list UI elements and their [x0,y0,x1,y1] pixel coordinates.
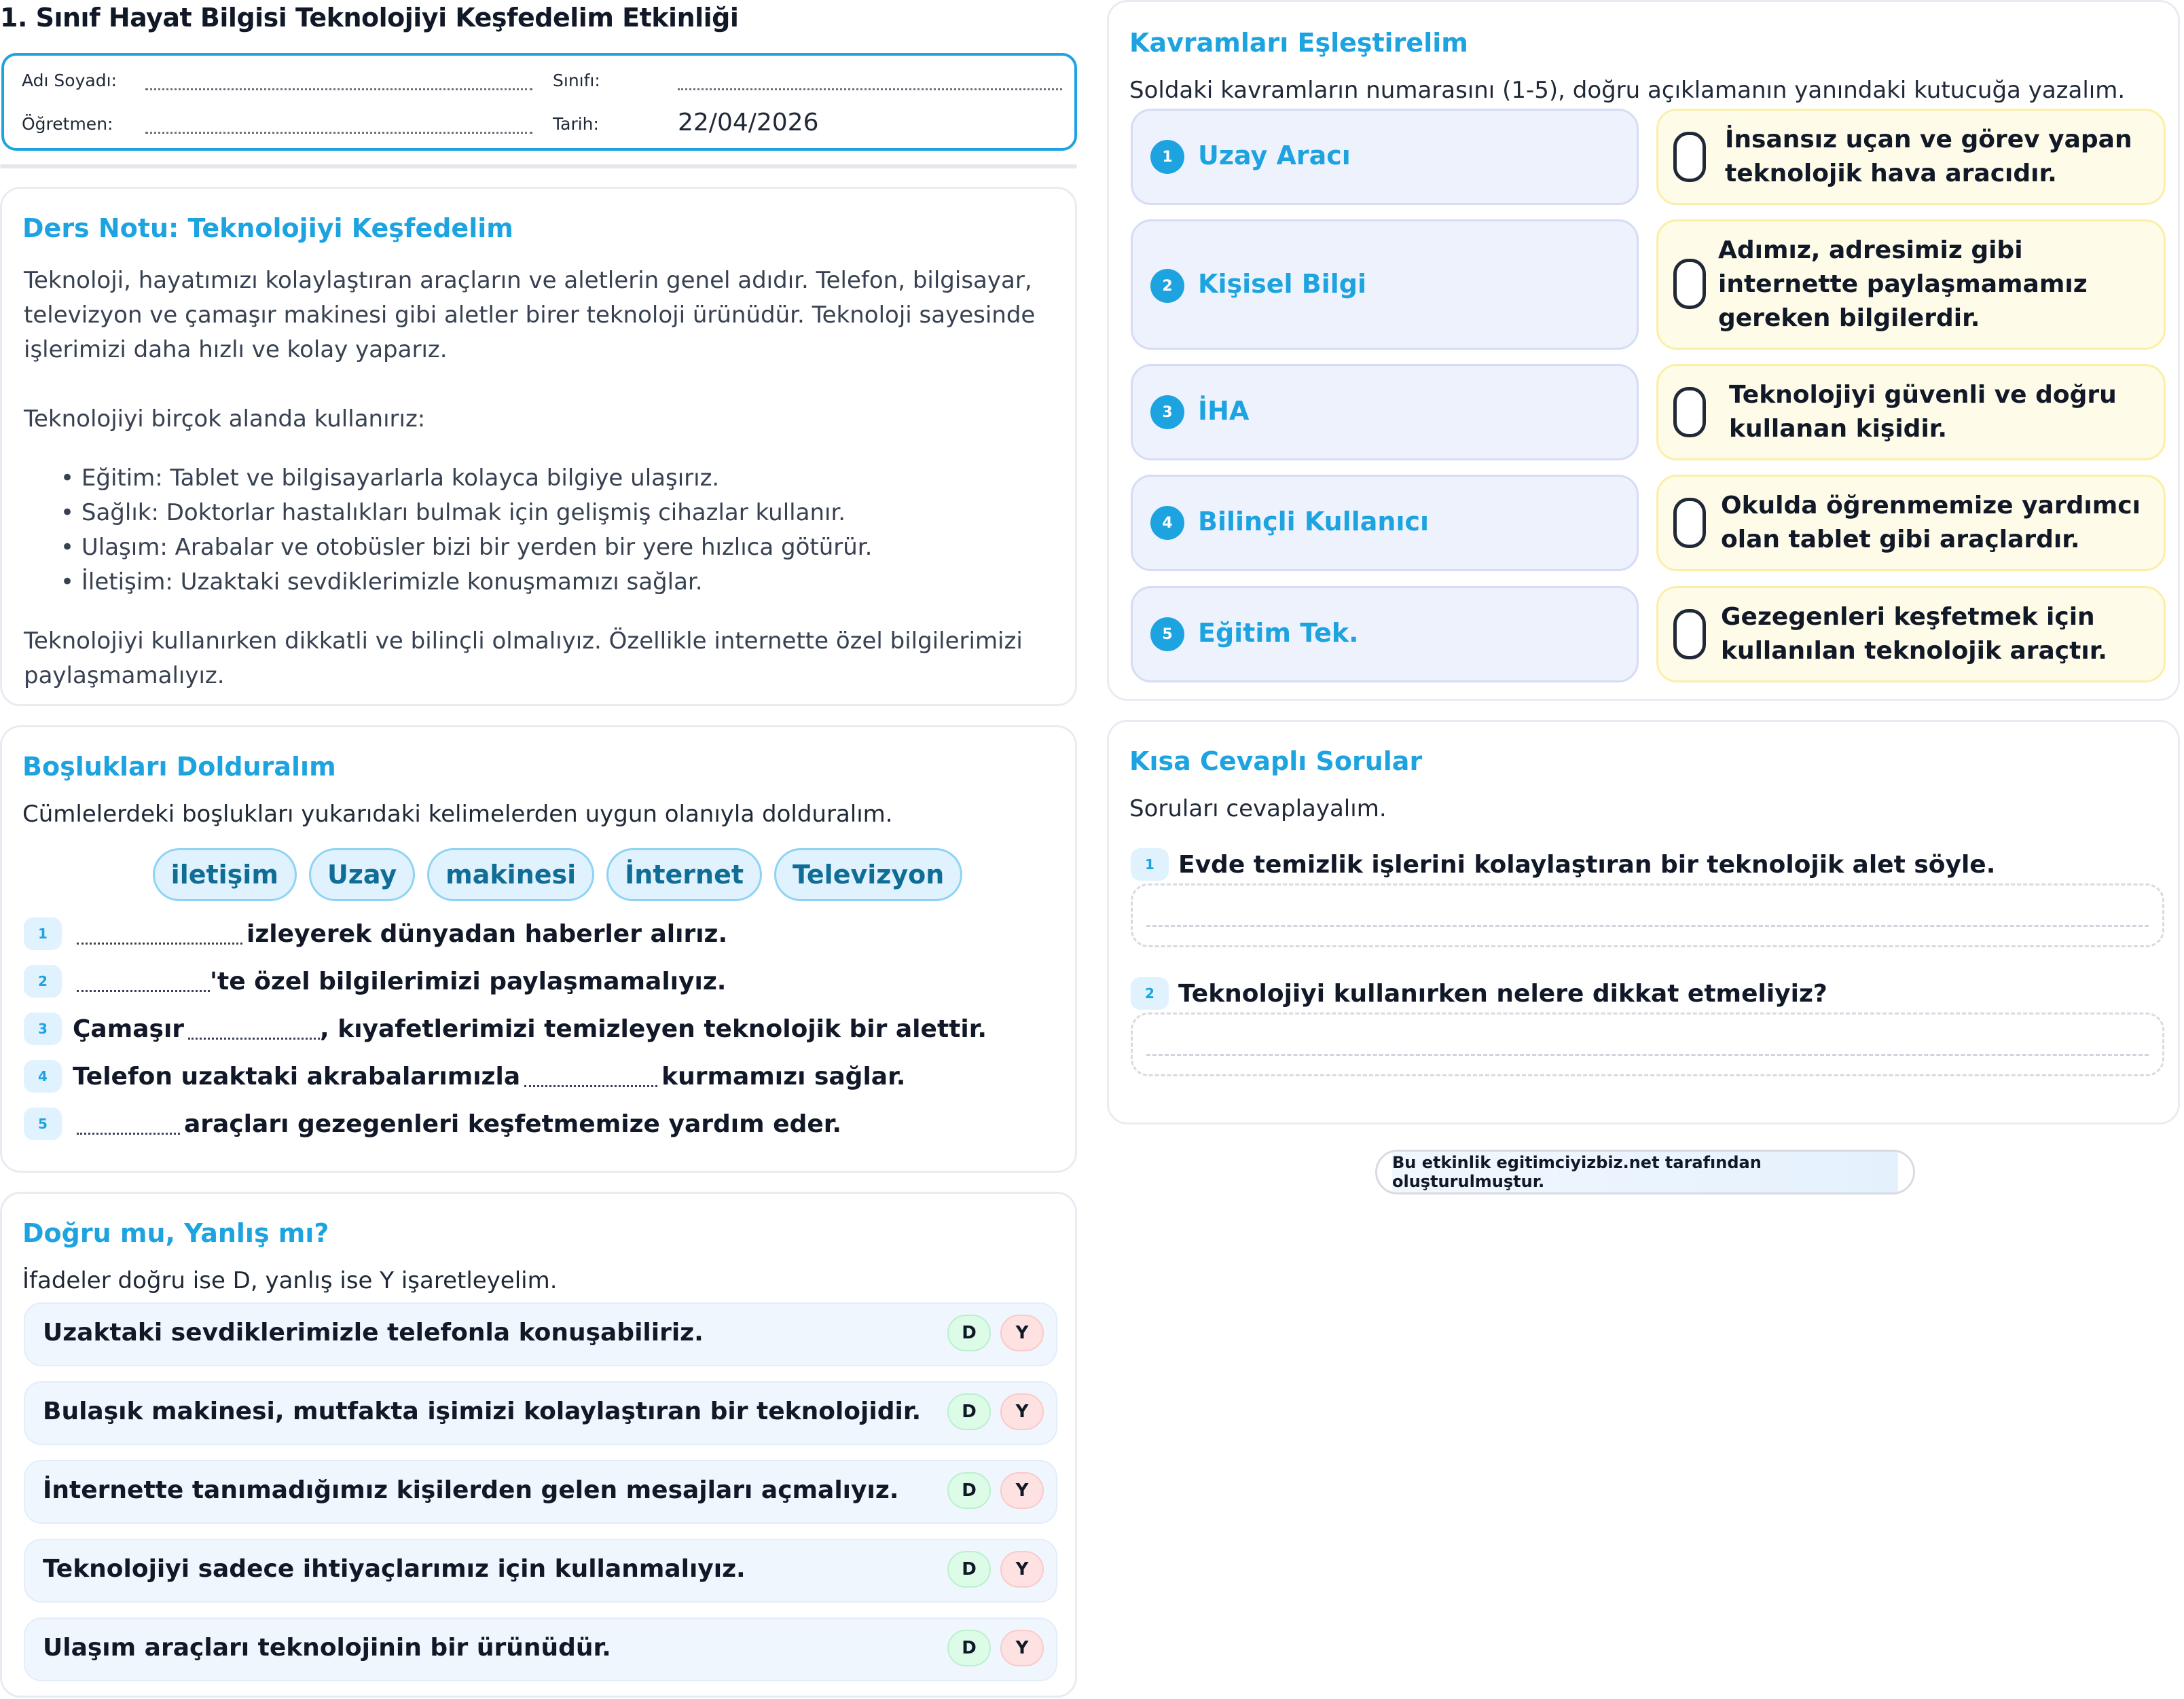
fill-blanks-card [0,725,1077,1173]
footer-text: Bu etkinlik egitimciyizbiz.net tarafından oluşturulmuştur. [1392,1152,1898,1192]
answer-line [1146,1054,2149,1056]
item-text-after: izleyerek dünyadan haberler alırız. [247,919,728,948]
statement-text: Ulaşım araçları teknolojinin bir ürünüdür. [43,1634,611,1662]
true-button[interactable]: D [947,1315,991,1351]
bullet-item: • Ulaşım: Arabalar ve otobüsler bizi bir yerden bir yere hızlıca götürür. [60,530,1042,565]
term-number: 2 [1150,269,1184,303]
word-bank [2,848,1079,901]
false-button[interactable]: Y [1000,1472,1044,1509]
true-button[interactable]: D [947,1551,991,1588]
answer-box[interactable] [1673,132,1706,182]
fill-blank-item [24,1012,987,1046]
matching-title: Kavramları Eşleştirelim [1129,28,1468,58]
separator [0,164,1077,168]
question-number: 2 [1131,977,1169,1010]
date-label: Tarih: [553,114,599,134]
info-row-top [22,71,1057,98]
term-label: Eğitim Tek. [1198,618,1359,648]
item-text-after: kurmamızı sağlar. [661,1062,906,1091]
true-false-item [24,1460,1057,1524]
true-button[interactable]: D [947,1630,991,1666]
info-row-bottom [22,109,1057,141]
blank-field[interactable] [188,1038,320,1040]
short-answer-card [1107,720,2180,1125]
answer-box[interactable] [1673,387,1706,437]
blank-field[interactable] [524,1085,657,1087]
date-value: 22/04/2026 [678,109,819,136]
student-info-box [1,53,1077,151]
lesson-note-body [24,263,1042,693]
fill-blank-item [24,917,727,951]
item-number: 3 [24,1012,62,1045]
page-title: 1. Sınıf Hayat Bilgisi Teknolojiyi Keşfedelim Etkinliği [0,3,739,33]
true-button[interactable]: D [947,1472,991,1509]
footer-credit [1375,1150,1915,1194]
short-answer-title: Kısa Cevaplı Sorular [1129,746,1423,776]
item-number: 4 [24,1060,62,1093]
description-text: Gezegenleri keşfetmek için kullanılan teknolojik araçtır. [1721,603,2107,665]
false-button[interactable]: Y [1000,1393,1044,1430]
match-description [1656,109,2166,205]
question [1131,848,1995,881]
fill-blanks-instruction: Cümlelerdeki boşlukları yukarıdaki kelimelerden uygun olanıyla dolduralım. [22,801,893,828]
statement-text: Uzaktaki sevdiklerimizle telefonla konuşabiliriz. [43,1319,704,1347]
true-false-item [24,1539,1057,1603]
word-chip[interactable]: Televizyon [774,848,962,901]
statement-text: Teknolojiyi sadece ihtiyaçlarımız için kullanmalıyız. [43,1555,746,1583]
false-button[interactable]: Y [1000,1551,1044,1588]
description-text: Teknolojiyi güvenli ve doğru kullanan kişidir. [1729,381,2117,443]
description-text: İnsansız uçan ve görev yapan teknolojik hava aracıdır. [1725,126,2132,187]
blank-field[interactable] [77,1133,180,1135]
match-description [1656,219,2166,350]
term-number: 5 [1150,617,1184,651]
answer-box[interactable] [1673,498,1706,548]
lesson-note-title: Ders Notu: Teknolojiyi Keşfedelim [22,213,513,243]
bullet-item: • İletişim: Uzaktaki sevdiklerimizle konuşmamızı sağlar. [60,565,1042,600]
matching-card [1107,0,2180,701]
lesson-paragraph-1: Teknoloji, hayatımızı kolaylaştıran araçların ve aletlerin genel adıdır. Telefon, bilgisayar, televizyon ve çamaşır makinesi gibi aletler birer teknoloji ürünüdür. Teknoloji sayesinde işlerimizi daha hızlı ve kolay yaparız. [24,267,1036,363]
match-description [1656,364,2166,460]
question-text: Teknolojiyi kullanırken nelere dikkat etmeliyiz? [1178,979,1827,1008]
word-chip[interactable]: İnternet [606,848,762,901]
blank-field[interactable] [77,943,242,945]
item-number: 2 [24,965,62,998]
true-false-item [24,1618,1057,1681]
true-false-item [24,1381,1057,1445]
teacher-label: Öğretmen: [22,114,113,134]
bullet-item: • Sağlık: Doktorlar hastalıkları bulmak için gelişmiş cihazlar kullanır. [60,496,1042,530]
match-term [1131,219,1639,350]
term-label: İHA [1198,396,1250,426]
item-text-before: Çamaşır [73,1015,185,1043]
word-chip[interactable]: Uzay [309,848,415,901]
answer-field[interactable] [1131,883,2164,947]
fill-blank-item [24,1059,905,1093]
answer-line [1146,925,2149,927]
word-chip[interactable]: iletişim [153,848,297,901]
true-false-instruction: İfadeler doğru ise D, yanlış ise Y işaretleyelim. [22,1267,558,1294]
answer-field[interactable] [1131,1012,2164,1076]
item-text-after: araçları gezegenleri keşfetmemize yardım eder. [184,1110,842,1138]
match-term [1131,475,1639,571]
bullet-item: • Eğitim: Tablet ve bilgisayarlarla kolayca bilgiye ulaşırız. [60,461,1042,496]
item-text-before: Telefon uzaktaki akrabalarımızla [73,1062,521,1091]
true-false-title: Doğru mu, Yanlış mı? [22,1218,329,1248]
statement-text: İnternette tanımadığımız kişilerden gelen mesajları açmalıyız. [43,1476,899,1504]
description-text: Adımız, adresimiz gibi internette paylaşmamamız gereken bilgilerdir. [1718,236,2088,332]
matching-instruction: Soldaki kavramların numarasını (1-5), doğru açıklamanın yanındaki kutucuğa yazalım. [1129,77,2126,104]
question-number: 1 [1131,848,1169,881]
description-text: Okulda öğrenmemize yardımcı olan tablet gibi araçlardır. [1721,492,2141,553]
true-button[interactable]: D [947,1393,991,1430]
term-number: 4 [1150,506,1184,540]
lesson-paragraph-2: Teknolojiyi birçok alanda kullanırız: [24,405,426,433]
match-term [1131,364,1639,460]
name-field[interactable] [145,88,532,90]
answer-box[interactable] [1673,259,1706,309]
answer-box[interactable] [1673,609,1706,659]
item-text-after: 'te özel bilgilerimizi paylaşmamalıyız. [210,967,727,995]
lesson-note-card [0,187,1077,706]
blank-field[interactable] [77,990,210,992]
fill-blank-item [24,964,726,998]
term-number: 1 [1150,140,1184,174]
item-number: 1 [24,917,62,950]
teacher-field[interactable] [145,132,532,134]
term-label: Kişisel Bilgi [1198,269,1367,299]
match-term [1131,109,1639,205]
lesson-paragraph-3: Teknolojiyi kullanırken dikkatli ve bilinçli olmalıyız. Özellikle internette özel bilgilerimizi paylaşmamalıyız. [24,627,1023,689]
name-label: Adı Soyadı: [22,71,117,90]
class-label: Sınıfı: [553,71,600,90]
true-false-card [0,1192,1077,1698]
statement-text: Bulaşık makinesi, mutfakta işimizi kolaylaştıran bir teknolojidir. [43,1397,922,1425]
term-label: Bilinçli Kullanıcı [1198,507,1430,536]
false-button[interactable]: Y [1000,1630,1044,1666]
match-term [1131,586,1639,682]
word-chip[interactable]: makinesi [427,848,594,901]
lesson-bullets [60,461,1042,600]
class-field[interactable] [678,88,1062,90]
term-number: 3 [1150,395,1184,429]
term-label: Uzay Aracı [1198,141,1351,170]
false-button[interactable]: Y [1000,1315,1044,1351]
fill-blank-item [24,1107,841,1141]
question-text: Evde temizlik işlerini kolaylaştıran bir teknolojik alet söyle. [1178,850,1996,879]
question [1131,977,1827,1010]
item-number: 5 [24,1108,62,1140]
short-answer-instruction: Soruları cevaplayalım. [1129,795,1387,822]
match-description [1656,586,2166,682]
item-text-after: , kıyafetlerimizi temizleyen teknolojik bir alettir. [320,1015,987,1043]
match-description [1656,475,2166,571]
fill-blanks-title: Boşlukları Dolduralım [22,752,336,782]
true-false-item [24,1302,1057,1366]
